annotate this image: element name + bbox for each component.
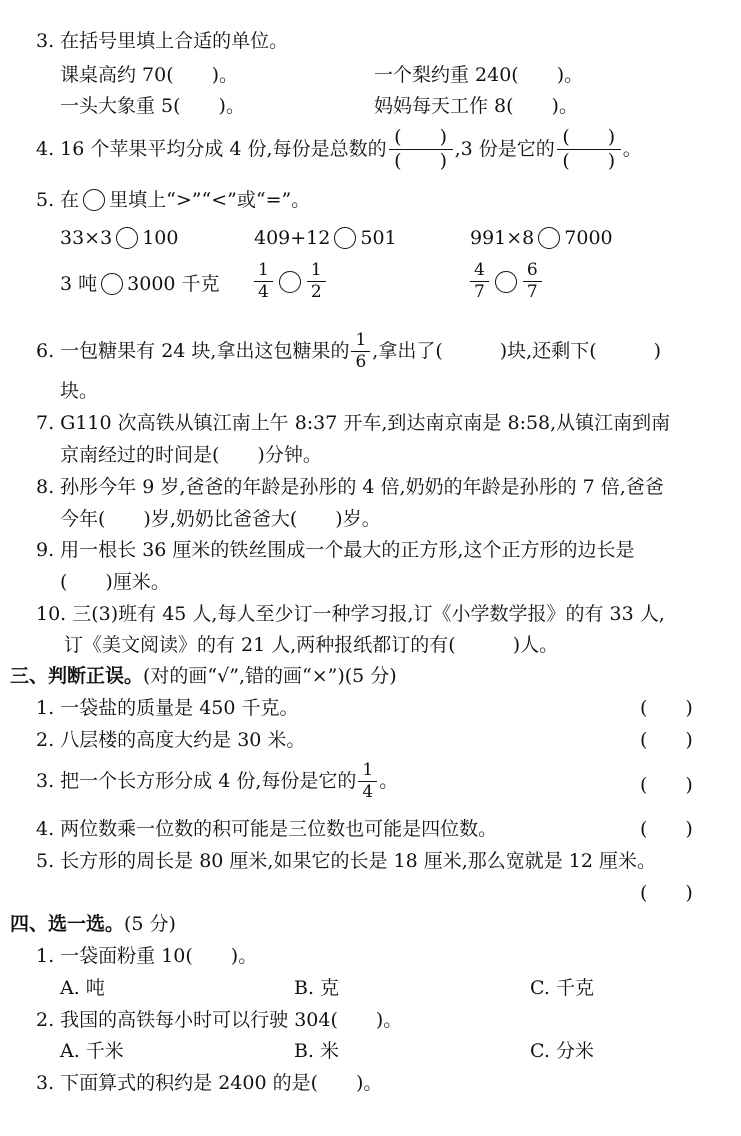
q5-r1c-right: 7000 (564, 226, 613, 249)
fraction (351, 332, 370, 371)
section-3-heading-row (10, 667, 397, 686)
section-4-note: (5 分) (124, 913, 176, 935)
fraction-denominator: 2 (307, 281, 326, 301)
s3-item-5: 5. 长方形的周长是 80 厘米,如果它的长是 18 厘米,那么宽就是 12 厘米。 (36, 850, 657, 872)
compare-circle-icon (279, 271, 301, 293)
q6-text-1: 6. 一包糖果有 24 块,拿出这包糖果的 (36, 340, 350, 362)
s4-q2-option-c: C. 分米 (530, 1040, 594, 1062)
fraction-denominator: 4 (358, 781, 377, 801)
q5-title (36, 189, 310, 211)
q4-text-2: ,3 份是它的 (454, 138, 555, 160)
fraction (523, 262, 542, 301)
compare-circle-icon (495, 271, 517, 293)
q4-line (36, 128, 642, 171)
fraction (470, 262, 489, 301)
fraction (254, 262, 273, 301)
q5-r2a-right: 3000 千克 (127, 272, 220, 295)
s4-question-3: 3. 下面算式的积约是 2400 的是( )。 (36, 1072, 383, 1094)
q5-title-pre: 5. 在 (36, 188, 80, 211)
s3-item-3-end: 。 (379, 770, 399, 792)
fraction (358, 762, 377, 801)
s4-q1-option-b: B. 克 (294, 977, 340, 999)
fraction-numerator-blank: ( ) (562, 126, 616, 148)
fraction-denominator: 7 (523, 281, 542, 301)
s4-q1-option-a: A. 吨 (60, 977, 105, 999)
s4-q2-option-a: A. 千米 (60, 1040, 124, 1062)
compare-circle-icon (83, 189, 105, 211)
compare-circle-icon (334, 227, 356, 249)
section-4-heading: 四、选一选。 (10, 913, 125, 935)
s4-question-2: 2. 我国的高铁每小时可以行驶 304( )。 (36, 1009, 403, 1031)
q10-line1: 10. 三(3)班有 45 人,每人至少订一种学习报,订《小学数学报》的有 33 人, (36, 603, 665, 625)
q5-r1a-right: 100 (142, 226, 179, 249)
s3-answer-1: ( ) (640, 697, 693, 719)
s3-answer-4: ( ) (640, 818, 693, 840)
compare-circle-icon (116, 227, 138, 249)
q3-item-b: 一个梨约重 240( )。 (374, 64, 584, 86)
fraction (307, 262, 326, 301)
q7-line2: 京南经过的时间是( )分钟。 (60, 444, 322, 466)
q5-r2-a (60, 273, 220, 295)
q6-line2: 块。 (60, 380, 99, 402)
q5-r1-c (470, 227, 613, 249)
s3-answer-2: ( ) (640, 729, 693, 751)
fraction-numerator: 4 (474, 260, 485, 280)
q4-fraction-blank-2 (557, 128, 621, 171)
fraction-numerator: 1 (258, 260, 269, 280)
q5-title-post: 里填上“>”“<”或“=”。 (109, 188, 311, 211)
compare-circle-icon (101, 273, 123, 295)
q7-line1: 7. G110 次高铁从镇江南上午 8:37 开车,到达南京南是 8:58,从镇江南到南 (36, 412, 671, 434)
q6-text-2: ,拿出了( )块,还剩下( ) (372, 340, 662, 362)
fraction-denominator-blank: ( ) (557, 149, 621, 171)
fraction-denominator: 7 (470, 281, 489, 301)
q5-r1-b (254, 227, 397, 249)
s3-item-1: 1. 一袋盐的质量是 450 千克。 (36, 697, 299, 719)
q5-r1-a (60, 227, 178, 249)
q4-text-3: 。 (622, 138, 642, 160)
q5-r2a-left: 3 吨 (60, 272, 98, 295)
fraction-numerator: 1 (362, 760, 374, 780)
q3-item-a: 课桌高约 70( )。 (60, 64, 239, 86)
q3-title: 3. 在括号里填上合适的单位。 (36, 30, 289, 52)
q9-line2: ( )厘米。 (60, 571, 170, 593)
fraction-numerator: 1 (310, 260, 322, 280)
fraction-numerator: 1 (355, 330, 367, 350)
q3-item-d: 妈妈每天工作 8( )。 (374, 95, 578, 117)
fraction-denominator: 4 (254, 281, 273, 301)
q5-r1b-left: 409+12 (254, 226, 331, 249)
s4-q1-option-c: C. 千克 (530, 977, 594, 999)
q10-line2: 订《美文阅读》的有 21 人,两种报纸都订的有( )人。 (64, 634, 559, 656)
fraction-numerator: 6 (526, 260, 538, 280)
q5-r1b-right: 501 (360, 226, 397, 249)
s3-answer-5: ( ) (640, 882, 693, 904)
q5-r2-c (468, 262, 544, 301)
q5-r2-b (252, 262, 328, 301)
q9-line1: 9. 用一根长 36 厘米的铁丝围成一个最大的正方形,这个正方形的边长是 (36, 539, 635, 561)
fraction-denominator-blank: ( ) (389, 149, 453, 171)
q4-text-1: 4. 16 个苹果平均分成 4 份,每份是总数的 (36, 138, 387, 160)
s3-item-3-text: 3. 把一个长方形分成 4 份,每份是它的 (36, 770, 357, 792)
s3-item-2: 2. 八层楼的高度大约是 30 米。 (36, 729, 306, 751)
fraction-numerator-blank: ( ) (394, 126, 447, 148)
q3-item-c: 一头大象重 5( )。 (60, 95, 245, 117)
q5-r1a-left: 33×3 (60, 226, 113, 249)
fraction-denominator: 6 (351, 351, 370, 371)
compare-circle-icon (538, 227, 560, 249)
q6-line1 (36, 332, 661, 371)
s4-question-1: 1. 一袋面粉重 10( )。 (36, 945, 258, 967)
s3-item-3 (36, 762, 398, 801)
section-3-heading: 三、判断正误。 (10, 665, 144, 687)
s4-q2-option-b: B. 米 (294, 1040, 340, 1062)
q8-line1: 8. 孙彤今年 9 岁,爸爸的年龄是孙彤的 4 倍,奶奶的年龄是孙彤的 7 倍,爸爸 (36, 476, 664, 498)
section-4-heading-row (10, 915, 176, 934)
q5-r1c-left: 991×8 (470, 226, 535, 249)
q8-line2: 今年( )岁,奶奶比爸爸大( )岁。 (60, 508, 381, 530)
section-3-note: (对的画“√”,错的画“×”)(5 分) (143, 665, 397, 687)
s3-answer-3: ( ) (640, 774, 693, 796)
q4-fraction-blank-1 (389, 128, 453, 171)
s3-item-4: 4. 两位数乘一位数的积可能是三位数也可能是四位数。 (36, 818, 498, 840)
